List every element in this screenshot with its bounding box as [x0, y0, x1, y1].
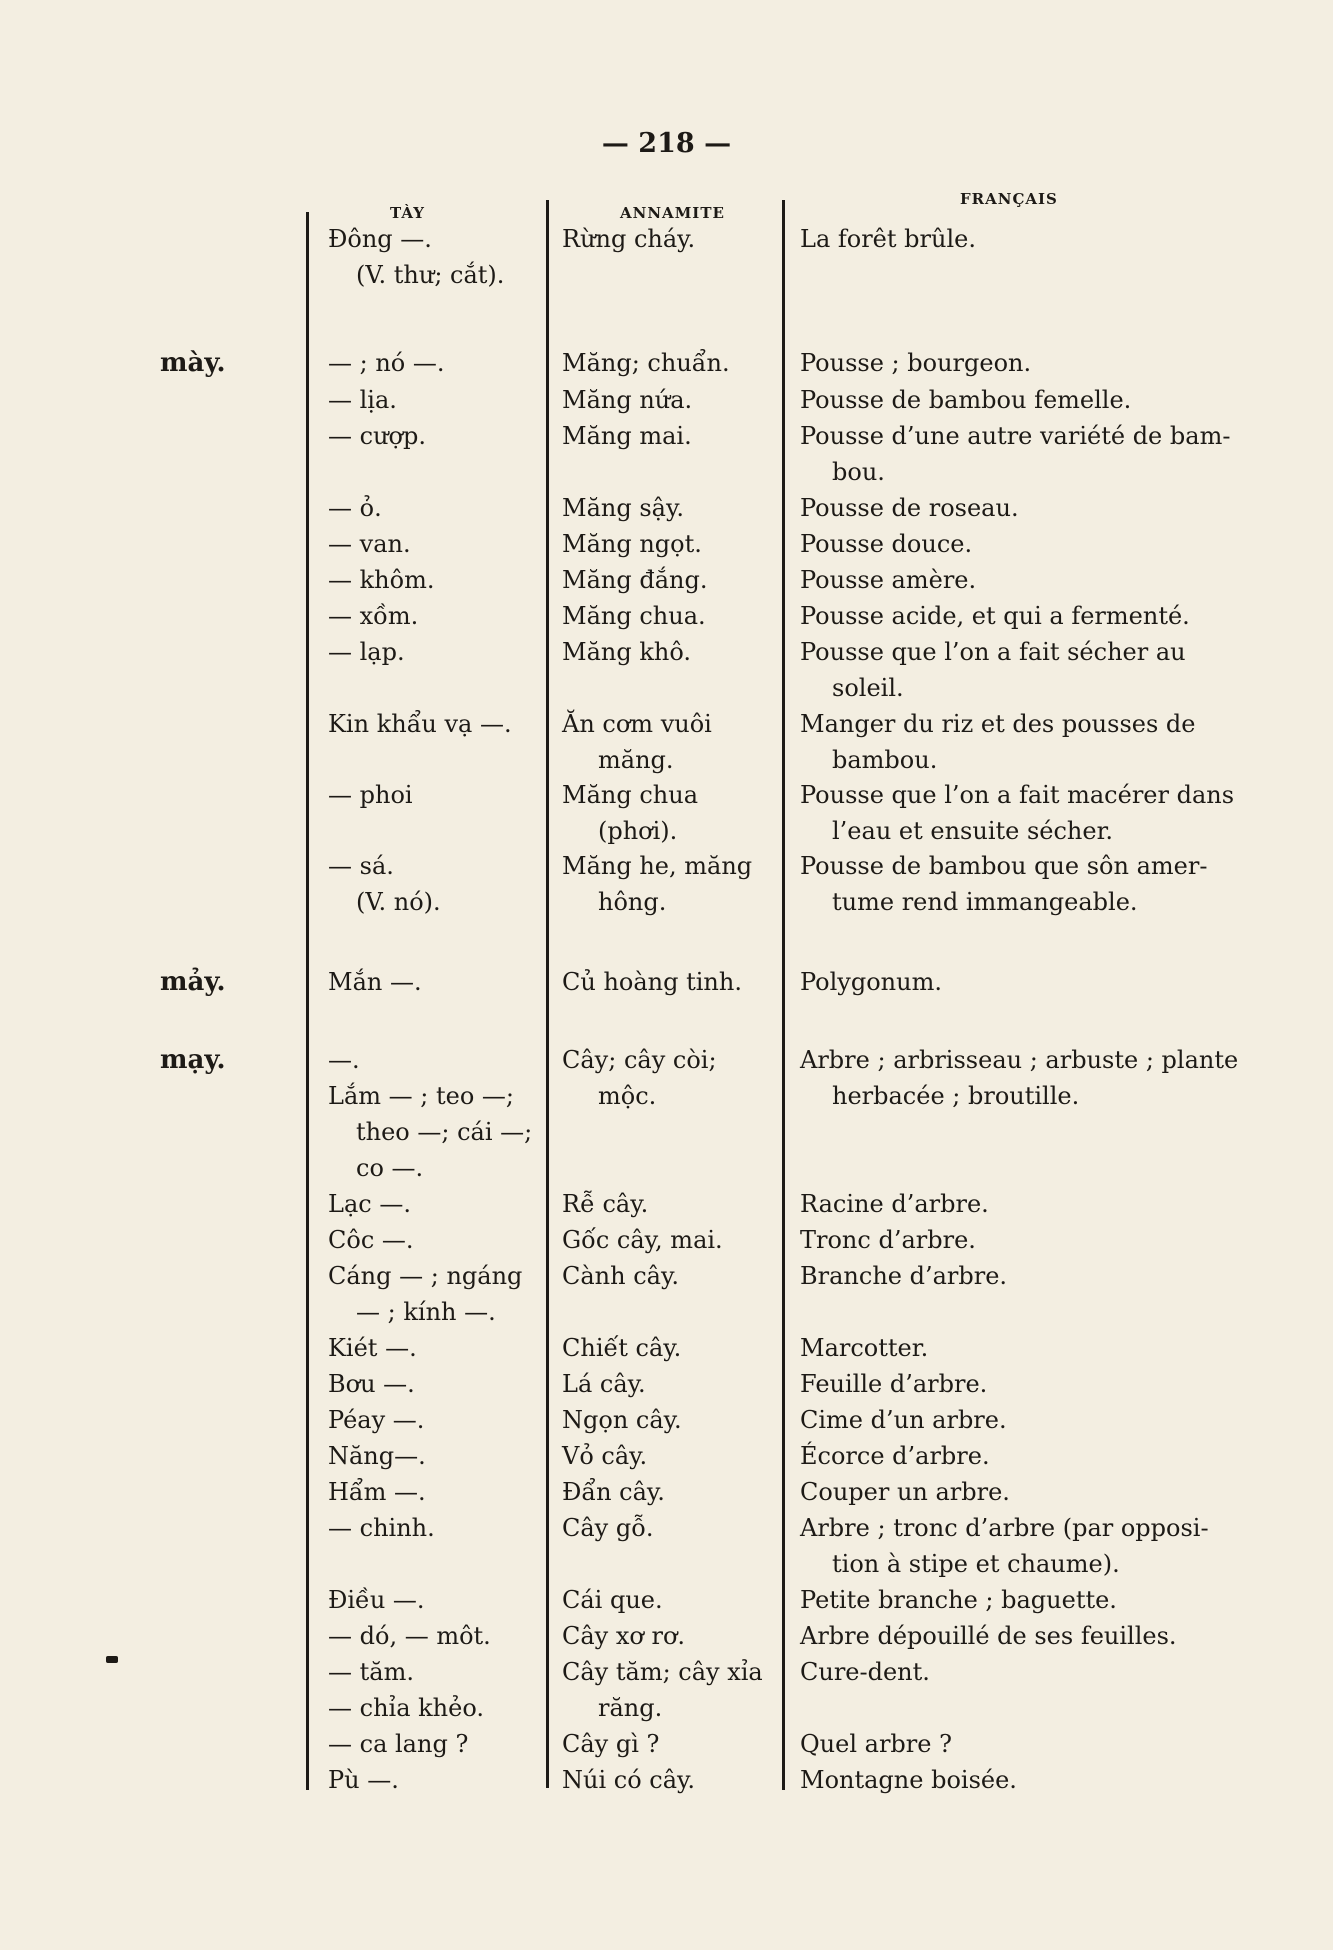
french-text: Arbre ; arbrisseau ; arbuste ; plante — [800, 1046, 1239, 1074]
tay-text: Lạc —. — [328, 1190, 411, 1218]
annamite-text: Măng đắng. — [562, 566, 708, 594]
tay-text: — ; kính —. — [356, 1298, 496, 1326]
tay-text: Điều —. — [328, 1586, 425, 1614]
french-text: Marcotter. — [800, 1334, 929, 1362]
annamite-text: Ngọn cây. — [562, 1406, 682, 1434]
tay-text: — lịa. — [328, 386, 397, 414]
annamite-text: Vỏ cây. — [562, 1442, 648, 1470]
tay-text: Pù —. — [328, 1766, 399, 1794]
annamite-text: Cây tăm; cây xỉa — [562, 1658, 763, 1686]
annamite-text: răng. — [598, 1694, 663, 1722]
tay-text: — ỏ. — [328, 494, 382, 522]
annamite-text: Măng chua — [562, 781, 698, 809]
annamite-text: Cây gì ? — [562, 1730, 660, 1758]
french-text: bou. — [832, 458, 885, 486]
headword: mày. — [160, 348, 226, 378]
tay-text: — lạp. — [328, 638, 405, 666]
french-text: Branche d’arbre. — [800, 1262, 1008, 1290]
headword: mảy. — [160, 967, 226, 997]
french-text: Arbre ; tronc d’arbre (par opposi- — [800, 1514, 1209, 1542]
french-text: Couper un arbre. — [800, 1478, 1010, 1506]
french-text: La forêt brûle. — [800, 225, 976, 253]
french-text: Pousse acide, et qui a fermenté. — [800, 602, 1190, 630]
tay-text: Lắm — ; teo —; — [328, 1082, 514, 1110]
tay-text: — chỉa khẻo. — [328, 1694, 484, 1722]
annamite-text: Măng ngọt. — [562, 530, 702, 558]
tay-text: (V. nó). — [356, 888, 441, 916]
tay-text: (V. thư; cắt). — [356, 261, 505, 289]
french-text: Racine d’arbre. — [800, 1190, 989, 1218]
tay-text: — khôm. — [328, 566, 435, 594]
annamite-text: Gốc cây, mai. — [562, 1226, 723, 1254]
tay-text: — sá. — [328, 852, 394, 880]
french-text: Écorce d’arbre. — [800, 1442, 990, 1470]
french-text: Montagne boisée. — [800, 1766, 1017, 1794]
annamite-text: (phơi). — [598, 817, 678, 845]
header-annamite: ANNAMITE — [620, 204, 725, 222]
french-text: Petite branche ; baguette. — [800, 1586, 1117, 1614]
annamite-text: Núi có cây. — [562, 1766, 696, 1794]
tay-text: Bơu —. — [328, 1370, 415, 1398]
french-text: Pousse que l’on a fait macérer dans — [800, 781, 1235, 809]
tay-text: Kin khẩu vạ —. — [328, 710, 512, 738]
french-text: Cure-dent. — [800, 1658, 930, 1686]
annamite-text: mộc. — [598, 1082, 657, 1110]
tay-text: Côc —. — [328, 1226, 414, 1254]
french-text: Polygonum. — [800, 968, 942, 996]
tay-text: — ; nó —. — [328, 349, 445, 377]
margin-mark — [106, 1656, 118, 1663]
annamite-text: Chiết cây. — [562, 1334, 682, 1362]
tay-text: Năng—. — [328, 1442, 426, 1470]
french-text: Pousse ; bourgeon. — [800, 349, 1032, 377]
tay-text: — xồm. — [328, 602, 419, 630]
page-number: — 218 — — [601, 128, 732, 159]
french-text: Tronc d’arbre. — [800, 1226, 976, 1254]
column-divider-left — [306, 212, 309, 1790]
french-text: soleil. — [832, 674, 904, 702]
french-text: Pousse que l’on a fait sécher au — [800, 638, 1186, 666]
header-francais: FRANÇAIS — [960, 190, 1058, 208]
french-text: Pousse d’une autre variété de bam- — [800, 422, 1231, 450]
french-text: bambou. — [832, 746, 938, 774]
annamite-text: Măng sậy. — [562, 494, 684, 522]
french-text: Feuille d’arbre. — [800, 1370, 988, 1398]
tay-text: —. — [328, 1046, 360, 1074]
annamite-text: Rừng cháy. — [562, 225, 696, 253]
annamite-text: Măng mai. — [562, 422, 692, 450]
french-text: tume rend immangeable. — [832, 888, 1138, 916]
french-text: herbacée ; broutille. — [832, 1082, 1080, 1110]
tay-text: — phoi — [328, 781, 413, 809]
french-text: Pousse de bambou que sôn amer- — [800, 852, 1208, 880]
tay-text: theo —; cái —; — [356, 1118, 533, 1146]
tay-text: Péay —. — [328, 1406, 425, 1434]
header-tay: TÀY — [390, 204, 425, 222]
annamite-text: Măng chua. — [562, 602, 706, 630]
french-text: Manger du riz et des pousses de — [800, 710, 1196, 738]
annamite-text: hông. — [598, 888, 667, 916]
tay-text: — van. — [328, 530, 411, 558]
annamite-text: Cái que. — [562, 1586, 663, 1614]
tay-text: — tăm. — [328, 1658, 414, 1686]
french-text: Pousse douce. — [800, 530, 973, 558]
annamite-text: Măng nứa. — [562, 386, 693, 414]
column-divider-middle — [546, 200, 549, 1788]
tay-text: — ca lang ? — [328, 1730, 469, 1758]
tay-text: Đông —. — [328, 225, 432, 253]
tay-text: — chinh. — [328, 1514, 435, 1542]
french-text: Pousse de roseau. — [800, 494, 1019, 522]
annamite-text: Cành cây. — [562, 1262, 679, 1290]
french-text: Quel arbre ? — [800, 1730, 952, 1758]
column-divider-right — [782, 200, 785, 1790]
tay-text: Hẩm —. — [328, 1478, 426, 1506]
french-text: l’eau et ensuite sécher. — [832, 817, 1114, 845]
annamite-text: Măng khô. — [562, 638, 691, 666]
annamite-text: Cây gỗ. — [562, 1514, 654, 1542]
french-text: Pousse amère. — [800, 566, 977, 594]
annamite-text: Ăn cơm vuôi — [562, 710, 712, 738]
tay-text: Mắn —. — [328, 968, 422, 996]
annamite-text: măng. — [598, 746, 674, 774]
annamite-text: Măng he, măng — [562, 852, 753, 880]
annamite-text: Cây xơ rơ. — [562, 1622, 686, 1650]
french-text: Pousse de bambou femelle. — [800, 386, 1132, 414]
headword: mạy. — [160, 1045, 226, 1075]
tay-text: Cáng — ; ngáng — [328, 1262, 523, 1290]
tay-text: Kiét —. — [328, 1334, 417, 1362]
annamite-text: Củ hoàng tinh. — [562, 968, 742, 996]
annamite-text: Đẩn cây. — [562, 1478, 665, 1506]
french-text: Arbre dépouillé de ses feuilles. — [800, 1622, 1177, 1650]
french-text: tion à stipe et chaume). — [832, 1550, 1120, 1578]
french-text: Cime d’un arbre. — [800, 1406, 1007, 1434]
tay-text: co —. — [356, 1154, 424, 1182]
tay-text: — dó, — môt. — [328, 1622, 491, 1650]
annamite-text: Cây; cây còi; — [562, 1046, 717, 1074]
annamite-text: Lá cây. — [562, 1370, 646, 1398]
annamite-text: Măng; chuẩn. — [562, 349, 730, 377]
tay-text: — cượp. — [328, 422, 426, 450]
annamite-text: Rễ cây. — [562, 1190, 649, 1218]
